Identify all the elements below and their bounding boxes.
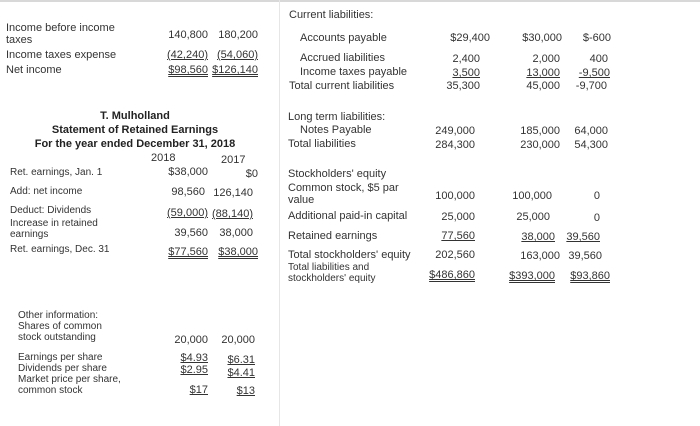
- other-info-heading: Other information:: [18, 310, 99, 321]
- income-before-taxes-2017: 180,200: [218, 29, 258, 41]
- income-taxes-expense-label: Income taxes expense: [6, 49, 117, 61]
- shares-outstanding-label: Shares of common stock outstanding: [18, 321, 102, 343]
- column-divider: [279, 0, 280, 426]
- re-increase-2018: 39,560: [174, 227, 208, 239]
- apic-2017: 25,000: [516, 211, 550, 223]
- market-price-2018: $17: [189, 384, 208, 396]
- long-term-heading: Long term liabilities:: [288, 111, 386, 123]
- retained-earnings-2018: 77,560: [441, 230, 475, 242]
- common-stock-change: 0: [593, 190, 600, 202]
- statement-title: Statement of Retained Earnings: [51, 124, 219, 136]
- retained-earnings-change: 39,560: [566, 231, 600, 243]
- re-jan1-2017: $0: [245, 168, 258, 180]
- apic-2018: 25,000: [441, 211, 475, 223]
- income-before-taxes-label: Income before income taxes: [6, 22, 115, 46]
- re-add-net-income-label: Add: net income: [10, 186, 83, 197]
- dps-2018: $2.95: [180, 364, 208, 376]
- total-equity-2018: 202,560: [435, 249, 475, 261]
- common-stock-2017: 100,000: [512, 190, 552, 202]
- total-equity-change: 39,560: [568, 250, 602, 262]
- total-current-liabilities-2018: 35,300: [446, 80, 480, 92]
- market-price-label: Market price per share, common stock: [18, 374, 121, 396]
- shares-outstanding-2018: 20,000: [174, 334, 208, 346]
- total-liab-equity-label: Total liabilities and stockholders' equity: [288, 262, 376, 284]
- company-name: T. Mulholland: [100, 110, 170, 122]
- accrued-liabilities-2018: 2,400: [452, 53, 480, 65]
- dps-2017: $4.41: [227, 367, 255, 379]
- apic-label: Additional paid-in capital: [288, 210, 408, 222]
- retained-earnings-label: Retained earnings: [288, 230, 378, 242]
- income-taxes-payable-label: Income taxes payable: [300, 66, 408, 78]
- total-current-liabilities-label: Total current liabilities: [289, 80, 395, 92]
- re-increase-2017: 38,000: [219, 227, 253, 239]
- notes-payable-2017: 185,000: [520, 125, 560, 137]
- re-add-net-income-2018: 98,560: [171, 186, 205, 198]
- shares-outstanding-2017: 20,000: [221, 334, 255, 346]
- total-liabilities-label: Total liabilities: [288, 138, 356, 150]
- total-equity-label: Total stockholders' equity: [288, 249, 411, 261]
- re-dec31-label: Ret. earnings, Dec. 31: [10, 244, 110, 255]
- accrued-liabilities-2017: 2,000: [532, 53, 560, 65]
- total-liabilities-2017: 230,000: [520, 139, 560, 151]
- re-add-net-income-2017: 126,140: [213, 187, 253, 199]
- market-price-2017: $13: [236, 385, 255, 397]
- total-liab-equity-2017: $393,000: [509, 270, 555, 282]
- income-before-taxes-2018: 140,800: [168, 29, 208, 41]
- accounts-payable-2018: $29,400: [450, 32, 490, 44]
- retained-earnings-2017: 38,000: [521, 231, 555, 243]
- col-header-2018: 2018: [151, 152, 176, 164]
- net-income-label: Net income: [6, 64, 62, 76]
- accrued-liabilities-label: Accrued liabilities: [300, 52, 385, 64]
- common-stock-2018: 100,000: [435, 190, 475, 202]
- total-liabilities-2018: 284,300: [435, 139, 475, 151]
- common-stock-label: Common stock, $5 par value: [288, 182, 399, 206]
- eps-label: Earnings per share: [18, 352, 103, 363]
- accounts-payable-label: Accounts payable: [300, 32, 387, 44]
- col-header-2017: 2017: [221, 154, 246, 166]
- notes-payable-label: Notes Payable: [300, 124, 372, 136]
- re-dec31-2017: $38,000: [218, 246, 258, 258]
- notes-payable-2018: 249,000: [435, 125, 475, 137]
- total-liabilities-change: 54,300: [574, 139, 608, 151]
- income-taxes-expense-2018: (42,240): [167, 49, 208, 61]
- accrued-liabilities-change: 400: [589, 53, 608, 65]
- total-equity-2017: 163,000: [520, 250, 560, 262]
- current-liabilities-heading: Current liabilities:: [289, 9, 374, 21]
- notes-payable-change: 64,000: [574, 125, 608, 137]
- re-dividends-2017: (88,140): [212, 208, 253, 220]
- equity-heading: Stockholders' equity: [288, 168, 387, 180]
- net-income-2017: $126,140: [212, 64, 258, 76]
- re-dec31-2018: $77,560: [168, 246, 208, 258]
- eps-2018: $4.93: [180, 352, 208, 364]
- re-dividends-label: Deduct: Dividends: [10, 205, 92, 216]
- statement-period: For the year ended December 31, 2018: [34, 138, 236, 150]
- re-increase-label: Increase in retained earnings: [10, 218, 98, 240]
- total-liab-equity-change: $93,860: [570, 270, 610, 282]
- total-current-liabilities-2017: 45,000: [526, 80, 560, 92]
- income-taxes-payable-2017: 13,000: [526, 67, 560, 79]
- total-liab-equity-2018: $486,860: [429, 269, 475, 281]
- re-jan1-label: Ret. earnings, Jan. 1: [10, 167, 103, 178]
- net-income-2018: $98,560: [168, 64, 208, 76]
- total-current-liabilities-change: -9,700: [575, 80, 607, 92]
- income-taxes-payable-change: -9,500: [578, 67, 610, 79]
- income-taxes-expense-2017: (54,060): [217, 49, 258, 61]
- eps-2017: $6.31: [227, 354, 255, 366]
- dps-label: Dividends per share: [18, 363, 107, 374]
- re-jan1-2018: $38,000: [168, 166, 208, 178]
- re-dividends-2018: (59,000): [167, 207, 208, 219]
- accounts-payable-2017: $30,000: [522, 32, 562, 44]
- accounts-payable-change: $-600: [582, 32, 611, 44]
- top-edge: [0, 0, 700, 2]
- apic-change: 0: [593, 212, 600, 224]
- income-taxes-payable-2018: 3,500: [452, 67, 480, 79]
